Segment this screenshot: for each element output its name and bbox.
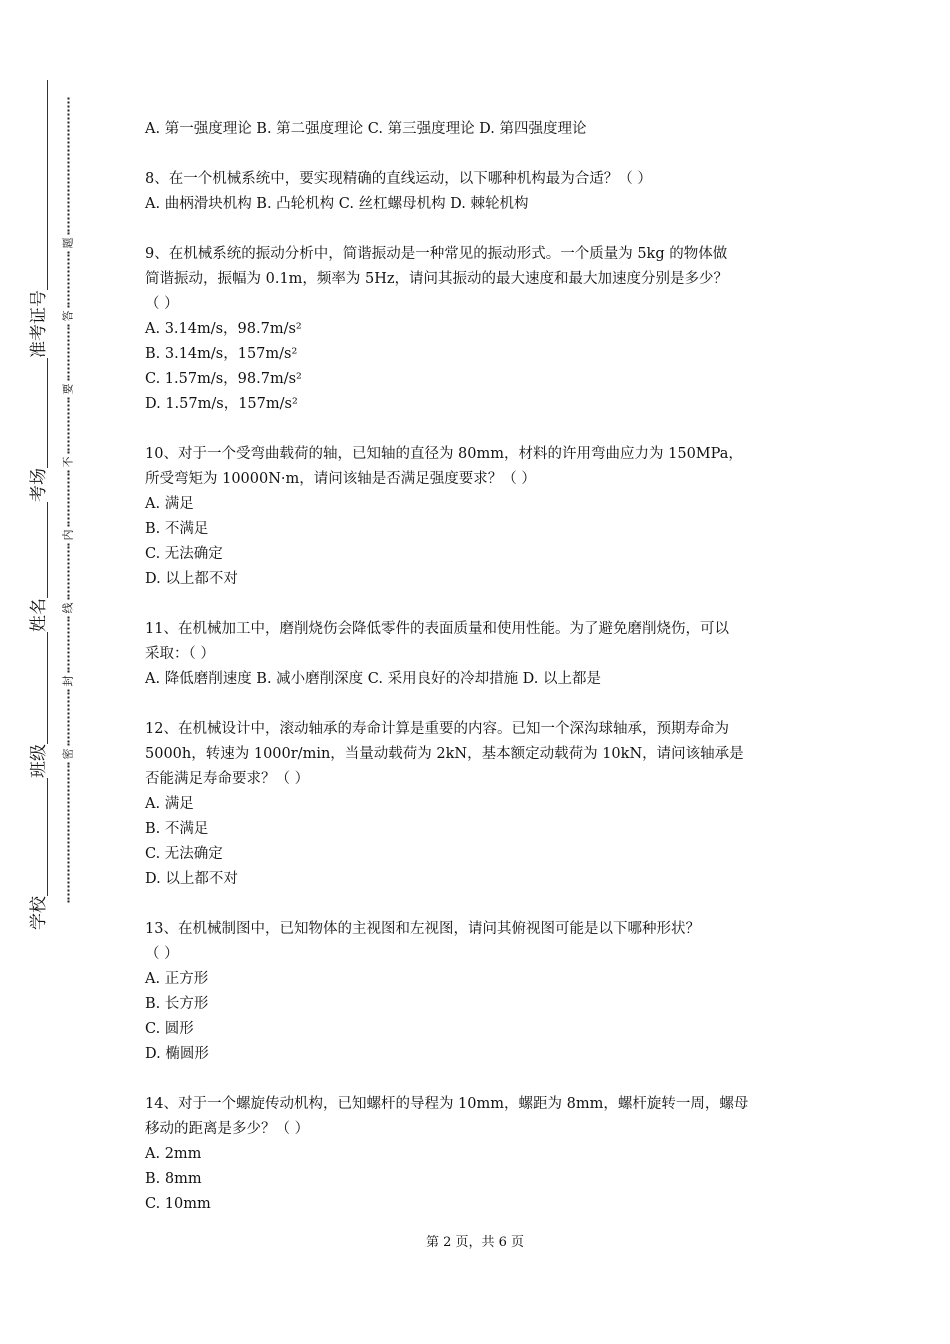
seal-char: 不	[61, 456, 74, 468]
answer-option: D. 以上都不对	[145, 871, 238, 887]
question-text: 所受弯矩为 10000N·m，请问该轴是否满足强度要求？（ ）	[145, 471, 536, 487]
answer-option: C. 1.57m/s，98.7m/s²	[145, 371, 302, 387]
name-label: 姓名	[29, 598, 49, 632]
admission-number-label: 准考证号	[29, 290, 49, 358]
question-text: 移动的距离是多少？（ ）	[145, 1121, 310, 1137]
question-text: （ ）	[145, 296, 179, 312]
answer-option: B. 不满足	[145, 521, 209, 537]
class-blank	[47, 632, 48, 744]
school-blank	[47, 778, 48, 896]
answer-option: B. 3.14m/s，157m/s²	[145, 346, 298, 362]
dotted-line	[67, 544, 69, 600]
seal-char: 密	[61, 748, 74, 760]
question-block	[145, 617, 815, 692]
question-text: 8、在一个机械系统中，要实现精确的直线运动，以下哪种机构最为合适？（ ）	[145, 171, 652, 187]
seal-line	[60, 98, 76, 903]
answer-option: A. 2mm	[145, 1146, 202, 1162]
seal-char: 内	[61, 529, 74, 541]
seal-char: 题	[61, 237, 74, 249]
answer-option: B. 8mm	[145, 1171, 202, 1187]
question-text: 12、在机械设计中，滚动轴承的寿命计算是重要的内容。已知一个深沟球轴承，预期寿命为	[145, 721, 729, 737]
answer-option: D. 1.57m/s，157m/s²	[145, 396, 298, 412]
binding-info-strip	[20, 80, 50, 930]
question-text: 9、在机械系统的振动分析中，简谐振动是一种常见的振动形式。一个质量为 5kg 的物体做	[145, 246, 728, 262]
answer-option: D. 以上都不对	[145, 571, 238, 587]
school-label: 学校	[29, 896, 49, 930]
question-text: 5000h，转速为 1000r/min，当量动载荷为 2kN，基本额定动载荷为 10kN，请问该轴承是	[145, 746, 744, 762]
name-blank	[47, 502, 48, 598]
question-block	[145, 717, 815, 892]
dotted-line	[67, 398, 69, 454]
dotted-line	[67, 471, 69, 527]
exam-room-label: 考场	[29, 468, 49, 502]
seal-char: 线	[61, 602, 74, 614]
answer-option: A. 曲柄滑块机构 B. 凸轮机构 C. 丝杠螺母机构 D. 棘轮机构	[145, 196, 529, 212]
question-list	[145, 117, 815, 1242]
answer-option: A. 第一强度理论 B. 第二强度理论 C. 第三强度理论 D. 第四强度理论	[145, 121, 587, 137]
question-text: 否能满足寿命要求？（ ）	[145, 771, 310, 787]
seal-char: 要	[61, 383, 74, 395]
exam-room-blank	[47, 358, 48, 468]
page-footer: 第 2 页，共 6 页	[425, 1235, 525, 1250]
seal-char: 封	[61, 675, 74, 687]
dotted-line	[67, 325, 69, 381]
answer-option: A. 降低磨削速度 B. 减小磨削深度 C. 采用良好的冷却措施 D. 以上都是	[145, 671, 602, 687]
question-text: 11、在机械加工中，磨削烧伤会降低零件的表面质量和使用性能。为了避免磨削烧伤，可以	[145, 621, 729, 637]
answer-option: D. 椭圆形	[145, 1046, 209, 1062]
dotted-line	[67, 252, 69, 308]
question-block	[145, 442, 815, 592]
question-text: 13、在机械制图中，已知物体的主视图和左视图，请问其俯视图可能是以下哪种形状？	[145, 921, 700, 937]
seal-char: 答	[61, 310, 74, 322]
answer-option: A. 满足	[145, 796, 194, 812]
question-text: 14、对于一个螺旋传动机构，已知螺杆的导程为 10mm，螺距为 8mm，螺杆旋转一周，螺母	[145, 1096, 749, 1112]
answer-option: A. 满足	[145, 496, 194, 512]
question-text: （ ）	[145, 946, 179, 962]
dotted-line	[67, 763, 69, 903]
admission-number-blank	[47, 80, 48, 290]
answer-option: C. 10mm	[145, 1196, 211, 1212]
dotted-line	[67, 98, 69, 235]
question-block	[145, 917, 815, 1067]
answer-option: A. 3.14m/s，98.7m/s²	[145, 321, 302, 337]
question-block	[145, 1092, 815, 1217]
answer-option: A. 正方形	[145, 971, 209, 987]
class-label: 班级	[29, 744, 49, 778]
question-text: 采取：（ ）	[145, 646, 215, 662]
question-block	[145, 167, 815, 217]
answer-option: B. 不满足	[145, 821, 209, 837]
answer-option: C. 圆形	[145, 1021, 194, 1037]
question-text: 10、对于一个受弯曲载荷的轴，已知轴的直径为 80mm，材料的许用弯曲应力为 150MPa，	[145, 446, 743, 462]
answer-option: B. 长方形	[145, 996, 209, 1012]
dotted-line	[67, 617, 69, 673]
question-block	[145, 117, 815, 142]
answer-option: C. 无法确定	[145, 846, 223, 862]
question-block	[145, 242, 815, 417]
answer-option: C. 无法确定	[145, 546, 223, 562]
dotted-line	[67, 690, 69, 746]
question-text: 简谐振动，振幅为 0.1m，频率为 5Hz，请问其振动的最大速度和最大加速度分别是多少？	[145, 271, 729, 287]
